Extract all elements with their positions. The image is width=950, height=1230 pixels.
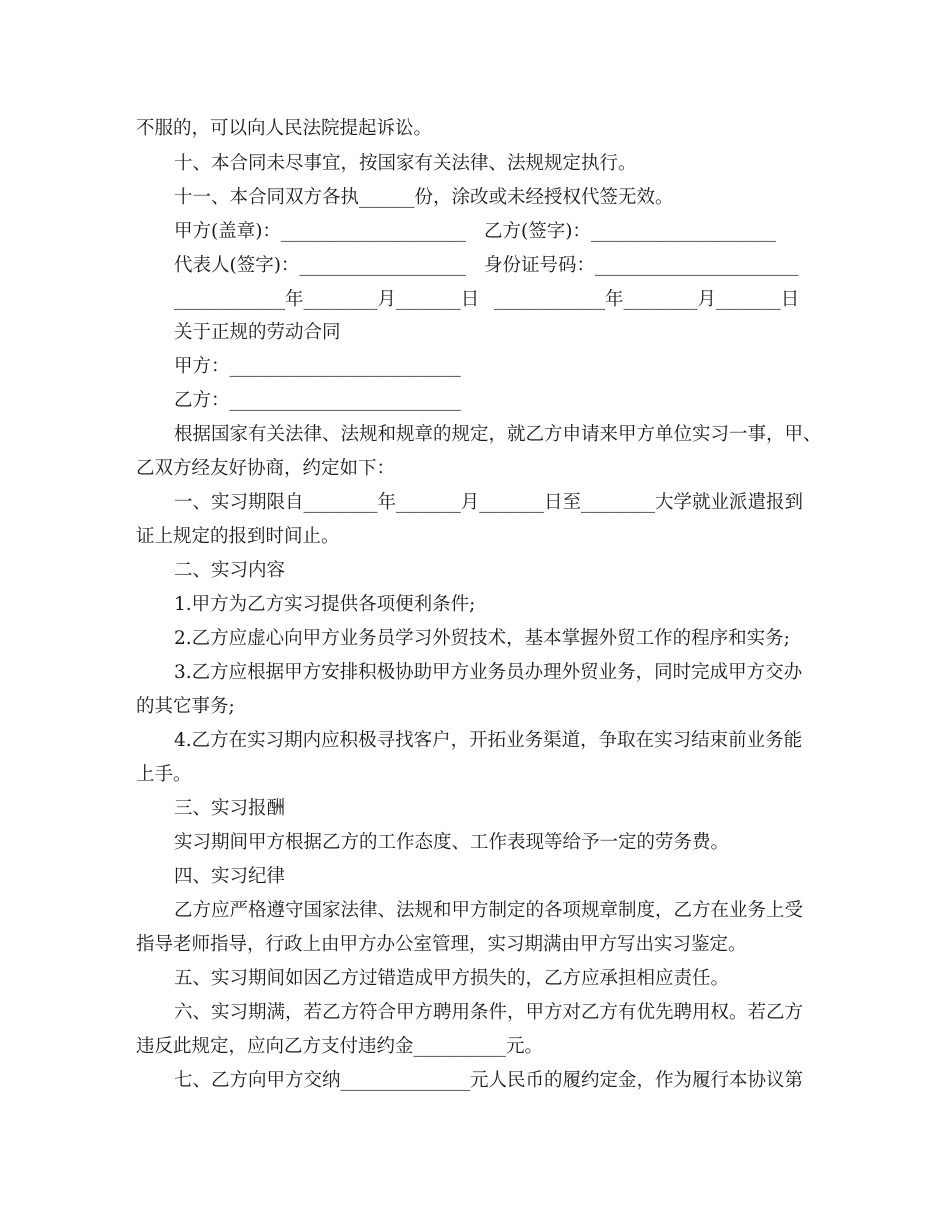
representative-signature-line: 代表人(签字)：__________________ (174, 255, 466, 276)
discipline-line-1: 乙方应严格遵守国家法律、法规和甲方制定的各项规章制度，乙方在业务上受 (174, 900, 804, 921)
party-a-line: 甲方：_________________________ (174, 356, 461, 377)
party-b-line: 乙方：_________________________ (174, 390, 461, 411)
content-item-4-line-2: 上手。 (136, 764, 192, 785)
clause-5: 五、实习期间如因乙方过错造成甲方损失的，乙方应承担相应责任。 (174, 968, 730, 989)
clause-6-line-2: 违反此规定，应向乙方支付违约金__________元。 (136, 1036, 544, 1057)
clause-7-line-1: 七、乙方向甲方交纳______________元人民币的履约定金，作为履行本协议第 (174, 1070, 804, 1091)
clause-1-line-2: 证上规定的报到时间止。 (136, 526, 340, 547)
party-b-date-line: ____________年________月_______日 (494, 289, 800, 310)
contract-title: 关于正规的劳动合同 (174, 322, 341, 343)
clause-10: 十、本合同未尽事宜，按国家有关法律、法规规定执行。 (174, 153, 637, 174)
clause-11: 十一、本合同双方各执______份，涂改或未经授权代签无效。 (174, 187, 674, 208)
content-item-1: 1.甲方为乙方实习提供各项便利条件; (174, 594, 476, 615)
content-item-3-line-2: 的其它事务; (136, 696, 235, 717)
clause-6-line-1: 六、实习期满，若乙方符合甲方聘用条件，甲方对乙方有优先聘用权。若乙方 (174, 1002, 804, 1023)
discipline-line-2: 指导老师指导，行政上由甲方办公室管理，实习期满由甲方写出实习鉴定。 (136, 934, 747, 955)
content-item-2: 2.乙方应虚心向甲方业务员学习外贸技术，基本掌握外贸工作的程序和实务; (174, 628, 790, 649)
section-heading-discipline: 四、实习纪律 (174, 866, 286, 887)
section-heading-content: 二、实习内容 (174, 560, 286, 581)
paragraph-line: 不服的，可以向人民法院提起诉讼。 (136, 118, 433, 139)
section-heading-pay: 三、实习报酬 (174, 798, 286, 819)
content-item-4-line-1: 4.乙方在实习期内应积极寻找客户，开拓业务渠道，争取在实习结束前业务能 (174, 730, 803, 751)
content-item-3-line-1: 3.乙方应根据甲方安排积极协助甲方业务员办理外贸业务，同时完成甲方交办 (174, 662, 803, 683)
clause-1-line-1: 一、实习期限自________年_______月_______日至________大学就业派遣报到 (174, 492, 804, 513)
party-a-seal-line: 甲方(盖章)：____________________ (174, 221, 466, 242)
id-number-line: 身份证号码：______________________ (484, 255, 799, 276)
party-b-signature-line: 乙方(签字)：____________________ (484, 221, 776, 242)
preamble-line-1: 根据国家有关法律、法规和规章的规定，就乙方申请来甲方单位实习一事，甲、 (174, 424, 822, 445)
party-a-date-line: ____________年________月_______日 (174, 289, 480, 310)
preamble-line-2: 乙双方经友好协商，约定如下： (136, 458, 396, 479)
pay-paragraph: 实习期间甲方根据乙方的工作态度、工作表现等给予一定的劳务费。 (174, 832, 730, 853)
